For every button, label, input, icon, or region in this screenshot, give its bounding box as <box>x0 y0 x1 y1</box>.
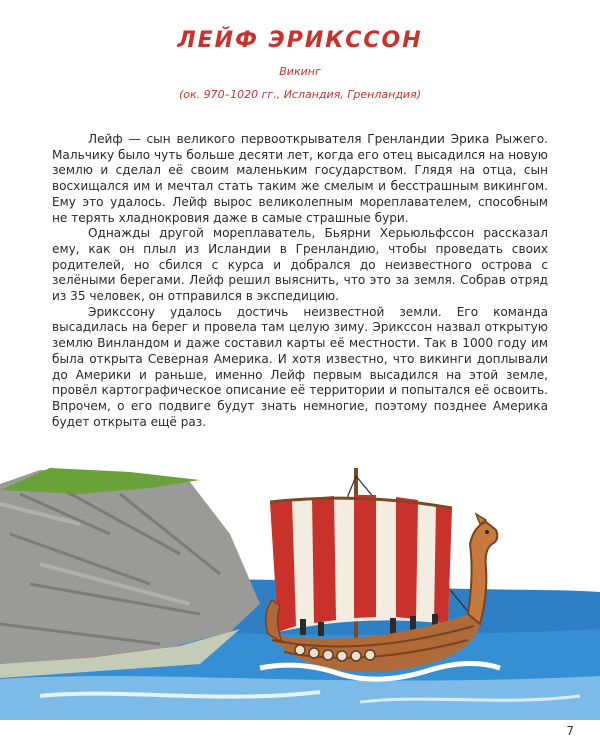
page-number: 7 <box>566 724 574 738</box>
life-dates: (ок. 970–1020 гг., Исландия, Гренландия) <box>179 88 421 101</box>
viking-ship-illustration <box>0 464 600 720</box>
page-header <box>0 28 600 101</box>
paragraph: Лейф — сын великого первооткрывателя Гренландии Эрика Рыжего. Мальчику было чуть больше десяти лет, когда его отец высадился на новую землю и сделал её своим маленьким государством. Глядя на отца, сын восхищался им и мечтал стать таким же смелым и бесстрашным викингом. Ему это удалось. Лейф вырос великолепным мореплавателем, способным не терять хладнокровия даже в самые страшные бури. <box>52 132 548 225</box>
paragraph: Эрикссону удалось достичь неизвестной земли. Его команда высадилась на берег и провела там целую зиму. Эрикссон назвал открытую землю Винландом и даже составил карты её местности. Так в 1000 году им была открыта Северная Америка. И хотя известно, что викинги доплывали до Америки и раньше, именно Лейф первым высадился на этой земле, провёл картографическое описание её территории и попытался её освоить. Впрочем, о его подвиге будут знать немногие, поэтому позднее Америка будет открыта ещё раз. <box>52 304 548 429</box>
body-text <box>52 132 548 430</box>
page-title: ЛЕЙФ ЭРИКССОН <box>177 28 423 53</box>
paragraph: Однажды другой мореплаватель, Бьярни Херьюльфссон рассказал ему, как он плыл из Исландии в Гренландию, чтобы проведать своих родителей, но сбился с курса и добрался до неизвестного острова с зелёными берегами. Лейф решил выяснить, что это за земля. Собрав отряд из 35 человек, он отправился в экспедицию. <box>52 226 548 304</box>
page-subtitle: Викинг <box>279 65 321 78</box>
sail <box>270 495 452 632</box>
